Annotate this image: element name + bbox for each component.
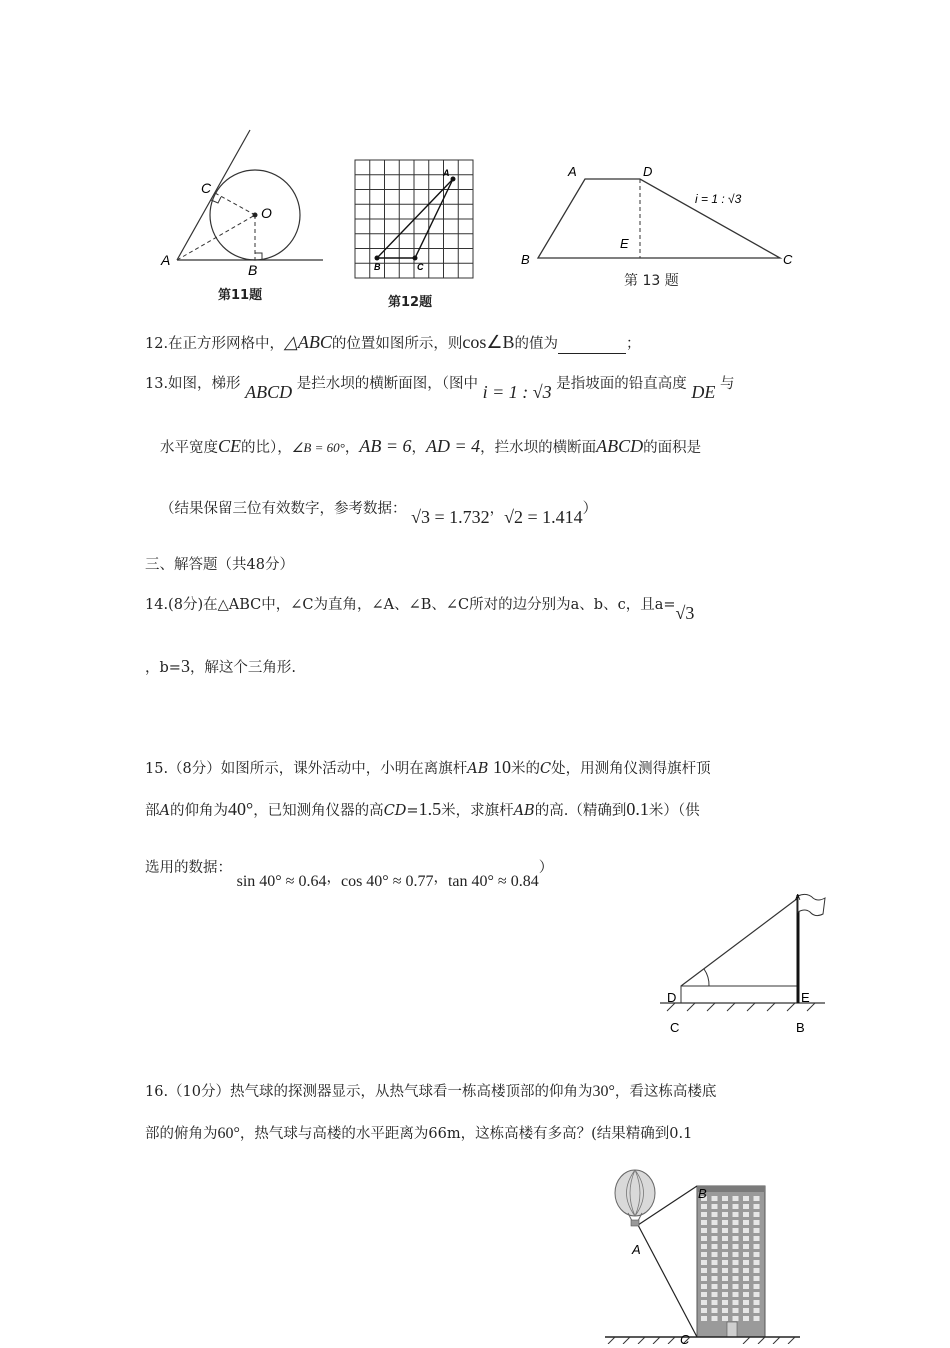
building-window [743, 1252, 749, 1257]
building-window [722, 1276, 728, 1281]
building-window [722, 1220, 728, 1225]
building-window [701, 1316, 707, 1321]
q14-l2-b: ，解这个三角形. [189, 660, 297, 676]
building-window [712, 1308, 718, 1313]
q15-l2-val: 1.5 [418, 799, 442, 819]
q15-l2-cd: CD [383, 803, 407, 819]
building-window [754, 1284, 760, 1289]
building-window [733, 1284, 739, 1289]
fig11-label-b: B [248, 262, 258, 278]
building-window [754, 1204, 760, 1209]
q13-l3-sqrt2: √2 = 1.414 [504, 507, 583, 527]
q12-cos: cos∠B [462, 332, 515, 352]
building-window [743, 1220, 749, 1225]
q15-l2-A: A [159, 803, 170, 819]
building-window [754, 1212, 760, 1217]
building-window [754, 1220, 760, 1225]
q15-l2-eq: = [406, 803, 419, 819]
building-window [733, 1244, 739, 1249]
building-window [722, 1268, 728, 1273]
q15-l2-f: 米）（供 [648, 803, 700, 819]
q15-l3-tan: tan 40° ≈ 0.84 [447, 873, 539, 890]
fig12-label-b: B [374, 262, 381, 272]
building-window [743, 1260, 749, 1265]
building-window [722, 1252, 728, 1257]
building-window [733, 1236, 739, 1241]
question-15-line2 [145, 799, 700, 821]
building-window [722, 1212, 728, 1217]
question-14-line1 [145, 593, 695, 623]
q12-end: ； [626, 336, 641, 352]
fig13-slope-label: i = 1 : √3 [695, 192, 742, 206]
q12-triangle: △ABC [284, 332, 332, 352]
building-window [701, 1260, 707, 1265]
building-window [712, 1276, 718, 1281]
building-window [733, 1220, 739, 1225]
building-window [733, 1252, 739, 1257]
q15-l1-b: 米的 [511, 761, 541, 777]
building-window [733, 1268, 739, 1273]
fig11-caption: 第11题 [218, 288, 263, 303]
building-window [743, 1244, 749, 1249]
fig13-label-d: D [643, 164, 653, 179]
fig12-caption: 第12题 [388, 295, 433, 310]
q15-l1-d: 处，用测角仪测得旗杆顶 [551, 761, 711, 777]
figure-16-diagram [600, 1165, 810, 1344]
building-window [722, 1260, 728, 1265]
building-window [733, 1276, 739, 1281]
building-window [733, 1204, 739, 1209]
building-window [733, 1292, 739, 1297]
building-window [701, 1252, 707, 1257]
building-window [701, 1228, 707, 1233]
building-window [712, 1300, 718, 1305]
building-window [754, 1316, 760, 1321]
building-window [712, 1212, 718, 1217]
building-window [722, 1284, 728, 1289]
fig16-label-a: A [632, 1242, 641, 1257]
q13-l1-c: 是指坡面的铅直高度 [556, 376, 687, 392]
q15-l2-ab: AB [513, 803, 535, 819]
building-window [712, 1260, 718, 1265]
q13-l1-a: 13.如图，梯形 [145, 376, 241, 392]
q13-l1-d: 与 [720, 376, 735, 392]
q13-l2-d: 的面积是 [643, 440, 702, 456]
building-window [743, 1236, 749, 1241]
q16-l2-a: 部的俯角为 [145, 1126, 218, 1142]
question-12 [145, 332, 641, 354]
q13-l2-ad: AD = 4 [425, 436, 481, 456]
question-16-line2 [145, 1124, 692, 1144]
figure-15 [655, 890, 835, 1040]
building-window [754, 1196, 760, 1201]
building-window [701, 1308, 707, 1313]
building-window [743, 1316, 749, 1321]
q13-l3-sqrt3: √3 = 1.732 [411, 507, 490, 527]
building-window [754, 1252, 760, 1257]
building-window [701, 1292, 707, 1297]
building-window [701, 1268, 707, 1273]
fig13-label-e: E [620, 236, 629, 251]
fig13-label-a: A [568, 164, 577, 179]
q12-prefix: 12.在正方形网格中， [145, 336, 285, 352]
fig12-label-a: A [443, 168, 450, 178]
building-window [722, 1300, 728, 1305]
building-window [733, 1316, 739, 1321]
fig15-label-d: D [667, 990, 677, 1005]
q14-a-value: √3 [675, 603, 695, 623]
building-window [701, 1236, 707, 1241]
building-window [701, 1300, 707, 1305]
q15-l2-angle: 40° [227, 799, 254, 819]
building-window [743, 1268, 749, 1273]
building-window [722, 1316, 728, 1321]
building-window [733, 1300, 739, 1305]
fig15-label-e: E [801, 990, 810, 1005]
building-window [743, 1212, 749, 1217]
figure-15-diagram [655, 890, 835, 1040]
q12-answer-blank[interactable] [558, 339, 626, 354]
question-15-line1 [145, 757, 711, 779]
building-window [712, 1236, 718, 1241]
fig15-label-b: B [796, 1020, 805, 1035]
building-window [701, 1220, 707, 1225]
building-window [733, 1196, 739, 1201]
q13-l2-abcd: ABCD [596, 436, 644, 456]
q12-suffix: 的值为 [514, 336, 559, 352]
building-window [712, 1252, 718, 1257]
fig11-label-c: C [201, 180, 212, 196]
figure-16 [600, 1165, 810, 1344]
fig13-caption: 第 13 题 [624, 273, 679, 289]
fig16-label-c: C [680, 1332, 690, 1344]
q16-l1-b: ，看这栋高楼底 [614, 1084, 717, 1100]
q13-l3-a: （结果保留三位有效数字，参考数据： [160, 501, 407, 517]
q15-l2-c: ，已知测角仪器的高 [253, 803, 384, 819]
q15-l1-ab: AB [467, 761, 489, 777]
building-window [754, 1276, 760, 1281]
building-window [733, 1308, 739, 1313]
building-window [722, 1228, 728, 1233]
q13-l1-abcd: ABCD [245, 382, 293, 402]
fig15-label-a: A [795, 893, 801, 902]
q15-l2-e: 的高.（精确到 [534, 803, 627, 819]
building-window [712, 1244, 718, 1249]
fig13-label-b: B [521, 252, 530, 267]
q14-l2-a: ，b= [145, 660, 181, 676]
q15-l1-a: 15.（8分）如图所示，课外活动中，小明在离旗杆 [145, 761, 468, 777]
building-window [701, 1212, 707, 1217]
q15-l2-b: 的仰角为 [169, 803, 228, 819]
fig11-label-o: O [261, 205, 272, 221]
building-window [754, 1260, 760, 1265]
q16-l2-angle: 60° [217, 1125, 240, 1142]
building-window [701, 1276, 707, 1281]
q13-l2-ce: CE [218, 436, 242, 456]
building-window [712, 1228, 718, 1233]
building-window [712, 1284, 718, 1289]
question-14-line2 [145, 656, 296, 678]
building-window [722, 1204, 728, 1209]
building-window [712, 1204, 718, 1209]
question-13-line1 [145, 372, 735, 402]
building-window [712, 1220, 718, 1225]
building-window [722, 1292, 728, 1297]
fig13-label-c: C [783, 252, 793, 267]
fig11-label-a: A [161, 252, 171, 268]
question-13-line3: （结果保留三位有效数字，参考数据： √3 = 1.732，√2 = 1.414） [160, 501, 598, 527]
building-window [743, 1204, 749, 1209]
building-window [743, 1228, 749, 1233]
question-16-line1 [145, 1082, 716, 1102]
fig12-label-c: C [417, 262, 424, 272]
q16-l2-b: ，热气球与高楼的水平距离为66m，这栋高楼有多高？(结果精确到0.1 [239, 1126, 693, 1142]
building-window [733, 1212, 739, 1217]
q15-l1-val: 10 [493, 757, 512, 777]
building-window [722, 1236, 728, 1241]
building-window [701, 1284, 707, 1289]
building-window [754, 1300, 760, 1305]
q14-l1: 14.(8分)在△ABC中，∠C为直角，∠A、∠B、∠C所对的边分别为a、b、c，且a= [145, 597, 676, 613]
q15-l3-sin: sin 40° ≈ 0.64 [236, 873, 327, 890]
q13-l1-de: DE [691, 382, 716, 402]
q13-l2-b: 的比）， [241, 440, 292, 456]
building-window [754, 1244, 760, 1249]
building-window [743, 1276, 749, 1281]
building-window [754, 1236, 760, 1241]
building-window [712, 1292, 718, 1297]
building-window [722, 1196, 728, 1201]
q15-l2-a: 部 [145, 803, 160, 819]
q15-l2-prec: 0.1 [626, 799, 649, 819]
section-3-heading: 三、解答题（共48分） [145, 557, 294, 573]
q12-mid: 的位置如图所示，则 [331, 336, 463, 352]
q16-l1-angle: 30° [592, 1083, 615, 1100]
building-window [712, 1268, 718, 1273]
q15-l3-a: 选用的数据： [145, 860, 232, 876]
q13-l2-ab: AB = 6 [359, 436, 412, 456]
fig16-label-b: B [698, 1186, 707, 1201]
building-window [733, 1228, 739, 1233]
figure-12 [352, 157, 477, 282]
building-window [722, 1244, 728, 1249]
building-window [743, 1284, 749, 1289]
question-13-line2: 水平宽度CE的比），∠B = 60°，AB = 6，AD = 4，拦水坝的横断面ABCD的面积是 [160, 436, 702, 456]
building-window [701, 1204, 707, 1209]
building-window [754, 1268, 760, 1273]
building-window [743, 1308, 749, 1313]
building-window [754, 1292, 760, 1297]
q15-l1-c: C [540, 761, 552, 777]
building-window [701, 1244, 707, 1249]
q13-l1-b: 是拦水坝的横断面图，（图中 [296, 376, 479, 392]
building-window [712, 1316, 718, 1321]
q13-l3-end: ） [582, 501, 598, 517]
building-window [733, 1260, 739, 1265]
question-15-line3: 选用的数据： sin 40° ≈ 0.64，cos 40° ≈ 0.77，tan 40° ≈ 0.84） [145, 860, 554, 890]
q13-l2-a: 水平宽度 [160, 440, 218, 456]
figure-12-diagram [352, 157, 477, 282]
fig15-label-c: C [670, 1020, 680, 1035]
building-window [754, 1228, 760, 1233]
building-window [712, 1196, 718, 1201]
figure-11 [155, 125, 335, 285]
q15-l3-end: ） [538, 860, 554, 876]
building-window [754, 1308, 760, 1313]
q13-l1-i: i = 1 : √3 [482, 382, 552, 402]
building-window [743, 1196, 749, 1201]
q14-b-value: 3 [180, 656, 190, 676]
building-window [743, 1300, 749, 1305]
building-window [722, 1308, 728, 1313]
q13-l2-c: ，拦水坝的横断面 [480, 440, 597, 456]
q16-l1-a: 16.（10分）热气球的探测器显示，从热气球看一栋高楼顶部的仰角为 [145, 1084, 593, 1100]
q15-l2-d: 米，求旗杆 [441, 803, 514, 819]
q15-l3-cos: cos 40° ≈ 0.77 [340, 873, 434, 890]
building-window [743, 1292, 749, 1297]
figure-11-diagram [155, 125, 335, 285]
q13-l2-angle: ∠B = 60° [291, 440, 345, 455]
